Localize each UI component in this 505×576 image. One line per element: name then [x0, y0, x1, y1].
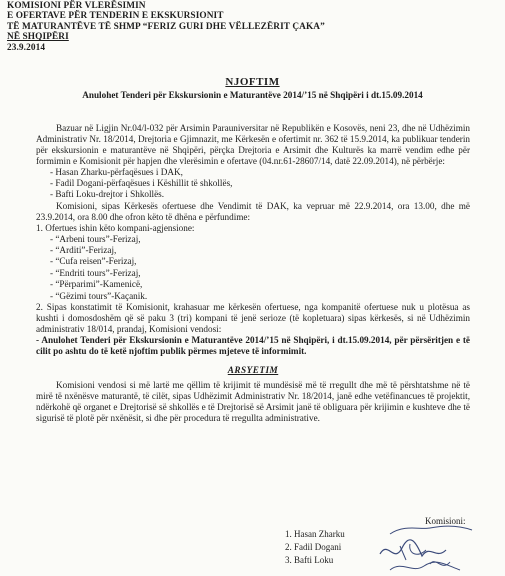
letterhead-line: KOMISIONI PËR VLERËSIMIN — [7, 1, 146, 11]
document-title: NJOFTIM — [225, 76, 280, 88]
signature-name: 2. Fadil Dogani — [285, 541, 342, 552]
companies-list — [50, 234, 470, 302]
letterhead — [7, 1, 325, 53]
list-item: - “Gëzimi tours”-Kaçanik. — [50, 290, 148, 301]
list-item: - “Cufa reisen”-Ferizaj, — [50, 256, 137, 267]
commission-members-list — [50, 167, 470, 201]
document-subtitle: Anulohet Tenderi për Ekskursionin e Maturantëve 2014/’15 në Shqipëri i dt.15.09.2014 — [82, 90, 423, 100]
document-body — [36, 123, 470, 424]
letterhead-line: TË MATURANTËVE TË SHMP “FERIZ GURI DHE VËLLEZËRIT ÇAKA” — [7, 21, 325, 32]
paragraph-intro: Bazuar në Ligjin Nr.04/l-032 për Arsimin Parauniversitar në Republikën e Kosovës, neni 23, dhe në Udhëzimin Administrativ Nr. 18/2014, Drejtoria e Gjimnazit, me Kërkesën e ofertimit nr. 362 të 15.9.2014, ka publikuar tenderin për ekskursionin e maturantëve në Shqipëri, përçka Drejtoria e Arsimit dhe Kulturës ka marrë vendim edhe për formimin e Komisionit për hapjen dhe vlerësimin e ofertave (04.nr.61-28607/14, datë 22.09.2014), në përbërje: — [36, 123, 470, 166]
signature-name: 3. Bafti Loku — [285, 554, 334, 565]
paragraph-procedure: Komisioni, sipas Kërkesës ofertuese dhe Vendimit të DAK, ka vepruar më 22.9.2014, ora 13.00, dhe më 23.9.2014, ora 8.00 dhe ofron këto të dhëna e përfundime: — [36, 200, 470, 222]
list-item: - “Arbeni tours”-Ferizaj, — [50, 233, 141, 244]
signature-names — [285, 528, 345, 566]
signatures-label: Komisioni: — [425, 516, 466, 526]
signature-name: 1. Hasan Zharku — [285, 529, 345, 539]
list-item: - “Arditi”-Ferizaj, — [50, 244, 117, 255]
paragraph-decision: - Anulohet Tenderi për Ekskursionin e Maturantëve 2014/’15 në Shqipëri, i dt.15.09.2014, për përsëritjen e të cilit po ashtu do të ketë njoftim publik përmes mjeteve të informimit. — [36, 334, 470, 356]
section-heading: ARSYETIM — [227, 364, 279, 375]
list-item: - Bafti Loku-drejtor i Shkollës. — [50, 189, 165, 200]
paragraph-reasoning: Komisioni vendosi si më lartë me qëllim të krijimit të mundësisë më të rregullt dhe më të përshtatshme në të mirë të nxënësve maturantë, të cilët, sipas Udhëzimit Administrativ Nr. 18/2014, janë edhe vetëfinancues të projektit, ndërkohë që organet e Drejtorisë së shkollës e të Drejtorisë së Arsimit janë të obliguara për krijimin e kushteve dhe të sigurisë të plotë për nxënësit, si dhe për procedura të rregullta administrative. — [36, 380, 470, 424]
list-item: - Fadil Dogani-përfaqësues i Këshillit të shkollës, — [50, 178, 233, 189]
letterhead-line: E OFERTAVE PËR TENDERIN E EKSKURSIONIT — [7, 11, 224, 22]
list-item: - Hasan Zharku-përfaqësues i DAK, — [50, 166, 183, 177]
letterhead-line: NË SHQIPËRI — [7, 32, 69, 43]
paragraph-bidders-intro: 1. Ofertues ishin këto kompani-agjensione: — [36, 222, 195, 233]
list-item: - “Endriti tours”-Ferizaj, — [50, 267, 141, 278]
paragraph-finding: 2. Sipas konstatimit të Komisionit, krahasuar me kërkesën ofertuese, nga kompanitë ofertuese nuk u plotësua as kushti i domosdoshëm që së paku 3 (tri) kompani të jenë serioze (të kopletuara) sipas kërkesës, si në Udhëzimin administrativ 18/014, prandaj, Komisioni vendosi: — [36, 302, 470, 334]
handwritten-signatures — [360, 520, 490, 576]
letterhead-date: 23.9.2014 — [7, 42, 46, 53]
list-item: - “Përparimi”-Kamenicë, — [50, 279, 143, 290]
